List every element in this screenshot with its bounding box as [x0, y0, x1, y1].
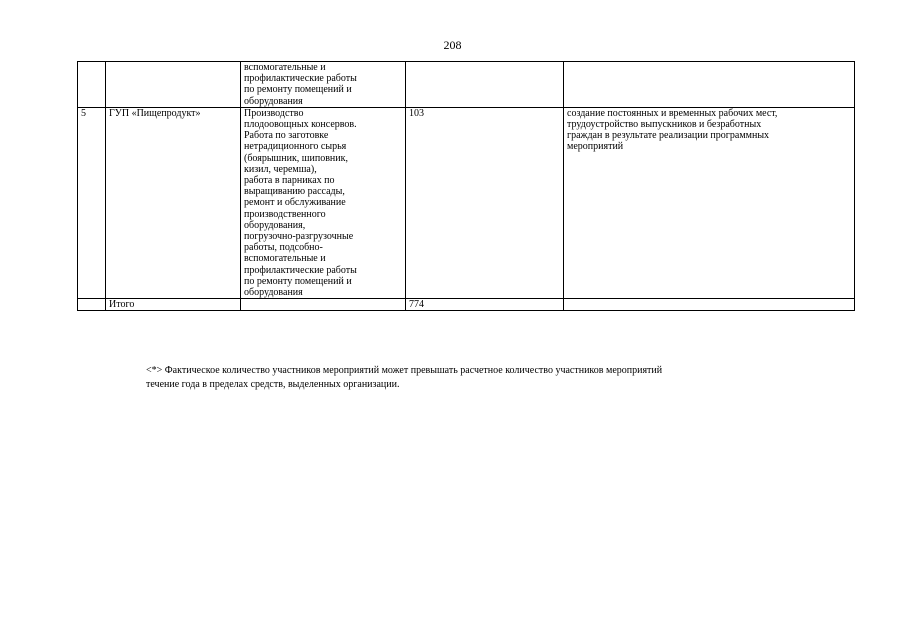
expected-result-cell	[564, 299, 855, 311]
total-count: 774	[406, 299, 564, 311]
row-number-cell: 5	[78, 107, 106, 298]
participant-count-cell: 103	[406, 107, 564, 298]
expected-result-cell: создание постоянных и временных рабочих мест, трудоустройство выпускников и безработных граждан в результате реализации программных мероприятий	[564, 107, 855, 298]
table-row	[78, 62, 855, 108]
row-number-cell	[78, 62, 106, 108]
organization-cell	[106, 62, 241, 108]
total-row	[78, 299, 855, 311]
work-type-cell: вспомогательные и профилактические работы по ремонту помещений и оборудования	[241, 62, 406, 108]
work-type-cell	[241, 299, 406, 311]
row-number-cell	[78, 299, 106, 311]
total-label: Итого	[106, 299, 241, 311]
organization-cell: ГУП «Пищепродукт»	[106, 107, 241, 298]
footnote	[146, 364, 836, 392]
footnote-line: течение года в пределах средств, выделенных организации.	[146, 379, 400, 390]
footnote-line: <*> Фактическое количество участников мероприятий может превышать расчетное количество участников мероприятий	[146, 365, 663, 376]
programme-table	[77, 61, 855, 311]
work-type-cell: Производство плодоовощных консервов. Работа по заготовке нетрадиционного сырья (боярышник, шиповник, кизил, черемша), работа в парниках по выращиванию рассады, ремонт и обслуживание производственного оборудования, погрузочно-разгрузочные работы, подсобно- вспомогательные и профилактические работы по ремонту помещений и оборудования	[241, 107, 406, 298]
table-row	[78, 107, 855, 298]
expected-result-cell	[564, 62, 855, 108]
participant-count-cell	[406, 62, 564, 108]
page-number: 208	[443, 38, 462, 52]
